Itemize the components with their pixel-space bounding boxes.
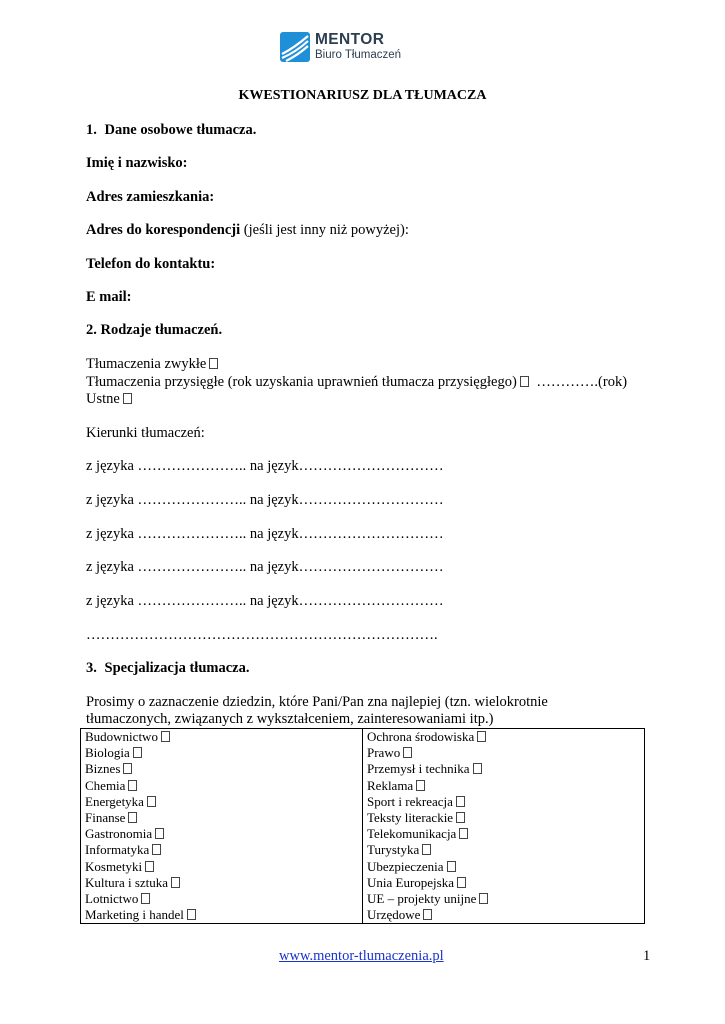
specialization-checkbox[interactable]: [457, 877, 466, 888]
section2-heading: [86, 322, 222, 339]
specialization-checkbox[interactable]: [447, 861, 456, 872]
specialization-checkbox[interactable]: [152, 844, 161, 855]
section1-number: 1.: [86, 122, 97, 138]
correspondence-line: [86, 222, 409, 239]
section2-title: . Rodzaje tłumaczeń.: [93, 322, 223, 338]
section3-intro-line1: Prosimy o zaznaczenie dziedzin, które Pani/Pan zna najlepiej (tzn. wielokrotnie: [86, 694, 548, 710]
specialization-checkbox[interactable]: [123, 763, 132, 774]
specialization-label: Reklama: [367, 777, 414, 793]
specialization-item[interactable]: [85, 729, 358, 745]
specialization-item[interactable]: [367, 794, 640, 810]
specialization-item[interactable]: [367, 842, 640, 858]
specialization-item[interactable]: [367, 907, 640, 923]
specialization-label: Turystyka: [367, 842, 420, 858]
specialization-checkbox[interactable]: [459, 828, 468, 839]
directions-label: Kierunki tłumaczeń:: [86, 425, 205, 441]
specialization-label: Budownictwo: [85, 729, 158, 744]
specialization-item[interactable]: [367, 826, 640, 842]
document-title: KWESTIONARIUSZ DLA TŁUMACZA: [238, 88, 487, 103]
section1-title: Dane osobowe tłumacza.: [104, 122, 257, 138]
type-regular-checkbox[interactable]: [209, 358, 218, 369]
section3-heading: [86, 660, 249, 677]
specialization-label: Ochrona środowiska: [367, 729, 475, 744]
name-label: Imię i nazwisko:: [86, 155, 188, 171]
specialization-table: [80, 728, 645, 924]
specialization-label: Chemia: [85, 777, 126, 793]
address-label: Adres zamieszkania:: [86, 189, 215, 205]
specialization-label: Kosmetyki: [85, 858, 143, 874]
specialization-checkbox[interactable]: [422, 844, 431, 855]
direction-line-3[interactable]: z języka ………………….. na język…………………………: [86, 526, 444, 542]
type-oral-row[interactable]: [86, 391, 132, 408]
direction-extra-line[interactable]: ……………………………………………………………….: [86, 627, 438, 643]
email-label: E mail:: [86, 289, 132, 305]
specialization-item[interactable]: [367, 761, 640, 777]
section1-heading: [86, 122, 256, 139]
type-sworn-label: Tłumaczenia przysięgłe (rok uzyskania uprawnień tłumacza przysięgłego): [86, 374, 517, 390]
direction-line-2[interactable]: z języka ………………….. na język…………………………: [86, 492, 444, 508]
logo-subtitle: Biuro Tłumaczeń: [315, 49, 402, 61]
specialization-checkbox[interactable]: [187, 909, 196, 920]
specialization-checkbox[interactable]: [128, 812, 137, 823]
specialization-label: UE – projekty unijne: [367, 891, 477, 907]
direction-line-4[interactable]: z języka ………………….. na język…………………………: [86, 559, 444, 575]
correspondence-note: (jeśli jest inny niż powyżej):: [240, 222, 409, 238]
specialization-item[interactable]: [85, 826, 358, 842]
specialization-checkbox[interactable]: [133, 747, 142, 758]
phone-label: Telefon do kontaktu:: [86, 256, 216, 272]
specialization-checkbox[interactable]: [477, 731, 486, 742]
specialization-checkbox[interactable]: [145, 861, 154, 872]
specialization-item[interactable]: [85, 761, 358, 777]
specialization-checkbox[interactable]: [161, 731, 170, 742]
specialization-checkbox[interactable]: [403, 747, 412, 758]
specialization-item[interactable]: [367, 810, 640, 826]
specialization-label: Prawo: [367, 745, 401, 761]
specialization-item[interactable]: [85, 907, 358, 923]
section3-intro-line2: tłumaczonych, związanych z wykształceniem, zainteresowaniami itp.): [86, 711, 494, 727]
specialization-item[interactable]: [367, 745, 640, 761]
specialization-label: Ubezpieczenia: [367, 858, 444, 874]
type-regular-label: Tłumaczenia zwykłe: [86, 356, 207, 372]
specialization-item[interactable]: [85, 778, 358, 794]
specialization-checkbox[interactable]: [155, 828, 164, 839]
specialization-item[interactable]: [367, 778, 640, 794]
specialization-label: Marketing i handel: [85, 907, 184, 923]
logo-name: MENTOR: [315, 31, 385, 48]
specialization-checkbox[interactable]: [141, 893, 150, 904]
specialization-label: Unia Europejska: [367, 874, 455, 890]
specialization-item[interactable]: [85, 842, 358, 858]
specialization-checkbox[interactable]: [423, 909, 432, 920]
specialization-label: Biologia: [85, 745, 130, 761]
type-sworn-row[interactable]: [86, 374, 627, 391]
specialization-checkbox[interactable]: [456, 812, 465, 823]
section3-title: Specjalizacja tłumacza.: [104, 660, 250, 676]
direction-line-5[interactable]: z języka ………………….. na język…………………………: [86, 593, 444, 609]
specialization-label: Biznes: [85, 761, 121, 777]
specialization-checkbox[interactable]: [456, 796, 465, 807]
type-oral-label: Ustne: [86, 391, 120, 407]
specialization-checkbox[interactable]: [171, 877, 180, 888]
specialization-label: Energetyka: [85, 793, 144, 809]
specialization-checkbox[interactable]: [147, 796, 156, 807]
specialization-checkbox[interactable]: [416, 780, 425, 791]
specialization-label: Lotnictwo: [85, 891, 139, 907]
specialization-label: Sport i rekreacja: [367, 793, 453, 809]
specialization-right-column: [363, 729, 645, 924]
specialization-item[interactable]: [367, 875, 640, 891]
company-logo: [280, 32, 410, 68]
specialization-label: Kultura i sztuka: [85, 874, 169, 890]
section2-number: 2: [86, 322, 94, 338]
specialization-label: Finanse: [85, 810, 126, 826]
type-sworn-checkbox[interactable]: [520, 376, 529, 387]
specialization-checkbox[interactable]: [479, 893, 488, 904]
logo-mark-icon: [280, 32, 310, 62]
footer-website-link[interactable]: www.mentor-tlumaczenia.pl: [279, 948, 444, 964]
type-regular-row[interactable]: [86, 356, 218, 373]
specialization-item[interactable]: [85, 891, 358, 907]
specialization-checkbox[interactable]: [128, 780, 137, 791]
specialization-label: Gastronomia: [85, 826, 153, 842]
specialization-checkbox[interactable]: [473, 763, 482, 774]
page-number: 1: [643, 948, 651, 964]
specialization-label: Telekomunikacja: [367, 826, 457, 842]
specialization-item[interactable]: [85, 810, 358, 826]
specialization-label: Urzędowe: [367, 907, 421, 923]
specialization-label: Przemysł i technika: [367, 761, 470, 777]
type-oral-checkbox[interactable]: [123, 393, 132, 404]
direction-line-1[interactable]: z języka ………………….. na język…………………………: [86, 458, 444, 474]
specialization-item[interactable]: [85, 875, 358, 891]
specialization-label: Informatyka: [85, 842, 150, 858]
specialization-item[interactable]: [85, 859, 358, 875]
specialization-item[interactable]: [85, 794, 358, 810]
correspondence-label: Adres do korespondencji: [86, 222, 241, 238]
specialization-item[interactable]: [367, 859, 640, 875]
section3-number: 3.: [86, 660, 97, 676]
type-sworn-year: ………….(rok): [536, 374, 628, 390]
specialization-left-column: [81, 729, 363, 924]
specialization-label: Teksty literackie: [367, 810, 454, 826]
specialization-item[interactable]: [367, 729, 640, 745]
specialization-item[interactable]: [367, 891, 640, 907]
specialization-item[interactable]: [85, 745, 358, 761]
